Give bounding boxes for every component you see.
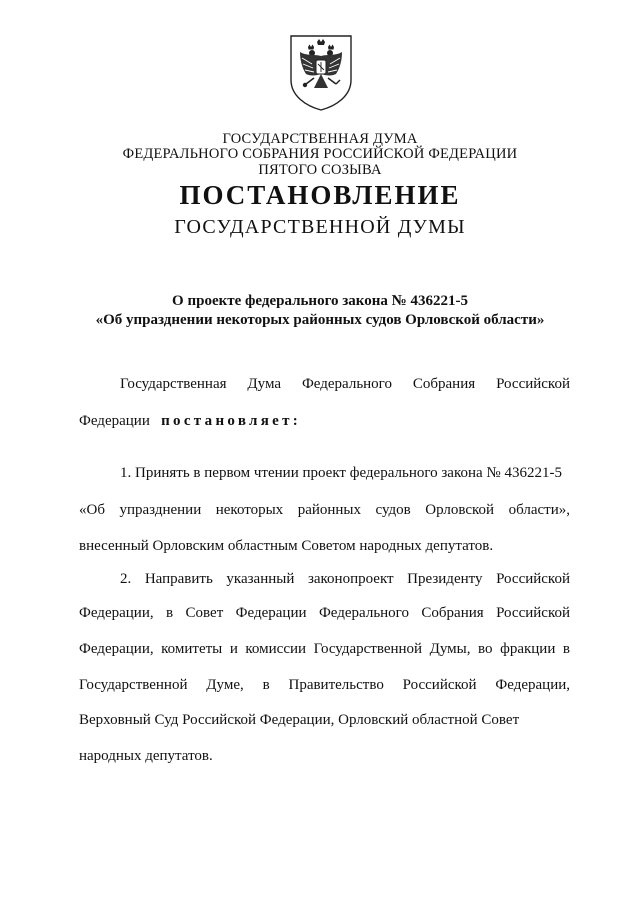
item2-line-3: Федерации, комитеты и комиссии Государственной Думы, во фракции в: [79, 641, 570, 657]
item2-line-1: 2. Направить указанный законопроект Президенту Российской: [120, 571, 570, 587]
item1-line-2: «Об упразднении некоторых районных судов Орловской области»,: [79, 502, 570, 518]
header-line-duma: ГОСУДАРСТВЕННАЯ ДУМА: [222, 131, 418, 147]
item1-line-3: внесенный Орловским областным Советом народных депутатов.: [79, 538, 494, 554]
subject-line-2: «Об упразднении некоторых районных судов Орловской области»: [95, 312, 545, 328]
header-line-convocation: ПЯТОГО СОЗЫВА: [258, 162, 382, 178]
item1-line-1: 1. Принять в первом чтении проект федерального закона № 436221-5: [120, 465, 562, 481]
resolution-verb: постановляет:: [161, 413, 302, 429]
document-title: ПОСТАНОВЛЕНИЕ: [179, 180, 461, 210]
preamble-lead: Федерации: [79, 413, 150, 429]
document-subtitle: ГОСУДАРСТВЕННОЙ ДУМЫ: [174, 216, 466, 238]
header-line-assembly: ФЕДЕРАЛЬНОГО СОБРАНИЯ РОССИЙСКОЙ ФЕДЕРАЦИИ: [122, 146, 518, 162]
item2-line-6: народных депутатов.: [79, 748, 213, 764]
subject-line-1: О проекте федерального закона № 436221-5: [172, 293, 468, 309]
item2-line-4: Государственной Думе, в Правительство Российской Федерации,: [79, 677, 570, 693]
preamble-line-1: Государственная Дума Федерального Собрания Российской: [120, 376, 570, 392]
coat-of-arms-emblem: [288, 34, 354, 112]
item2-line-2: Федерации, в Совет Федерации Федерального Собрания Российской: [79, 605, 570, 621]
item2-line-5: Верховный Суд Российской Федерации, Орловский областной Совет: [79, 712, 520, 728]
preamble-line-2: [79, 412, 301, 430]
